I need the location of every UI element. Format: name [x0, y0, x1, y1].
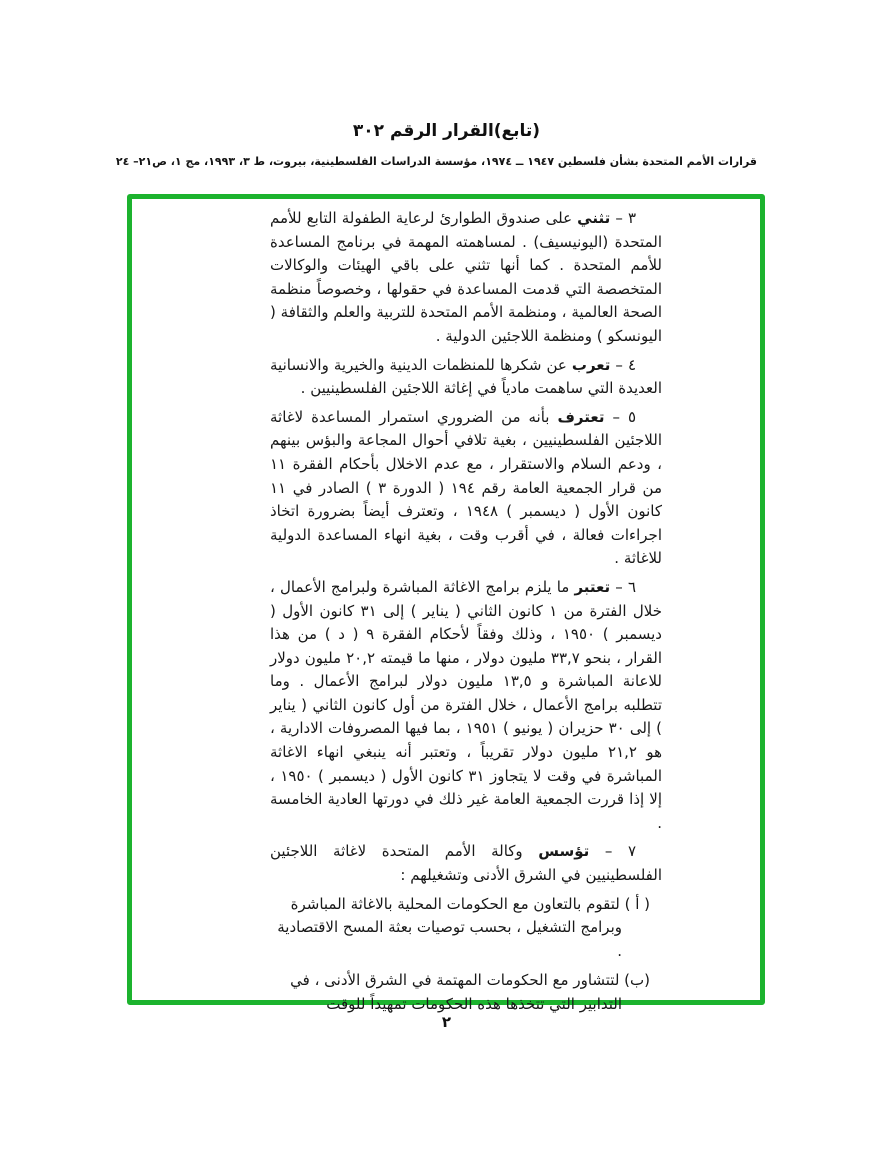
sub-item: (ب) لتتشاور مع الحكومات المهتمة في الشرق الأدنى ، في التدابير التي تتخذها هذه الحكومات تمهيداً للوقت	[290, 971, 650, 1013]
paragraph: ٣ – تثني على صندوق الطوارئ لرعاية الطفولة التابع للأمم المتحدة (اليونيسيف) . لمساهمته المهمة في برنامج المساعدة للأمم المتحدة . كما أنها تثني على باقي الهيئات والوكالات المتخصصة التي قدمت المساعدة في حقولها ، وخصوصاً منظمة الصحة العالمية ، ومنظمة الأمم المتحدة للتربية والعلم والثقافة ( اليونسكو ) ومنظمة اللاجئين الدولية .	[270, 209, 662, 345]
paragraph-lead-word: تعتبر	[574, 577, 611, 596]
text-block	[270, 207, 662, 1023]
paragraph-number: ٦ –	[610, 577, 636, 596]
paragraph: ٦ – تعتبر ما يلزم برامج الاغاثة المباشرة ولبرامج الأعمال ، خلال الفترة من ١ كانون الثاني ( يناير ) إلى ٣١ كانون الأول ( ديسمبر ) ١٩٥٠ ، وذلك وفقاً لأحكام الفقرة ٩ ( د ) من هذا القرار ، بنحو ٣٣,٧ مليون دولار ، منها ما قيمته ٢٠,٢ مليون دولار للاعانة المباشرة و ١٣,٥ مليون دولار لبرامج الأعمال . وما تتطلبه برامج الأعمال ، خلال الفترة من أول كانون الثاني ( يناير ) إلى ٣٠ حزيران ( يونيو ) ١٩٥١ ، بما فيها المصروفات الادارية ، هو ٢١,٢ مليون دولار تقريباً ، وتعتبر أنه ينبغي انهاء الاغاثة المباشرة في وقت لا يتجاوز ٣١ كانون الأول ( ديسمبر ) ١٩٥٠ ، إلا إذا قررت الجمعية العامة غير ذلك في دورتها العادية الخامسة .	[270, 577, 663, 832]
sub-item-marker: (ب)	[619, 971, 650, 990]
paragraph-lead-word: تثني	[577, 209, 611, 227]
paragraph-number: ٥ –	[604, 407, 636, 426]
paragraph-number: ٧ –	[589, 842, 636, 861]
paragraph: ٧ – تؤسس وكالة الأمم المتحدة لاغاثة اللاجئين الفلسطينيين في الشرق الأدنى وتشغيلهم :	[270, 842, 662, 885]
paragraph-number: ٤ –	[610, 355, 637, 374]
sub-item-marker: ( أ )	[619, 894, 650, 913]
paragraph: ٤ – تعرب عن شكرها للمنظمات الدينية والخيرية والانسانية العديدة التي ساهمت مادياً في إغاثة اللاجئين الفلسطينيين .	[270, 355, 662, 398]
paragraph-lead-word: تعرب	[571, 355, 611, 374]
page-number: ٢	[441, 1013, 452, 1031]
page-title: (تابع)القرار الرقم ٣٠٢	[352, 121, 541, 141]
paragraph-lead-word: تعترف	[557, 407, 605, 426]
sub-item: ( أ ) لتقوم بالتعاون مع الحكومات المحلية بالاغاثة المباشرة وبرامج التشغيل ، بحسب توصيات بعثة المسح الاقتصادية .	[277, 894, 650, 960]
paragraph-number: ٣ –	[610, 209, 636, 227]
paragraph-lead-word: تؤسس	[538, 842, 590, 861]
paragraph: ٥ – تعترف بأنه من الضروري استمرار المساعدة لاغاثة اللاجئين الفلسطينيين ، بغية تلافي أحوال المجاعة والبؤس بينهم ، ودعم السلام والاستقرار ، مع عدم الاخلال بأحكام الفقرة ١١ من قرار الجمعية العامة رقم ١٩٤ ( الدورة ٣ ) الصادر في ١١ كانون الأول ( ديسمبر ) ١٩٤٨ ، وتعترف أيضاً بضرورة اتخاذ اجراءات فعالة ، في أقرب وقت ، بغية انهاء المساعدة الدولية للاغاثة .	[270, 407, 662, 568]
source-citation-line: قرارات الأمم المتحدة بشأن فلسطين ١٩٤٧ ــ ١٩٧٤، مؤسسة الدراسات الفلسطينية، بيروت، ط ٣، ١٩٩٣، مج ١، ص٢١– ٢٤	[115, 155, 757, 168]
